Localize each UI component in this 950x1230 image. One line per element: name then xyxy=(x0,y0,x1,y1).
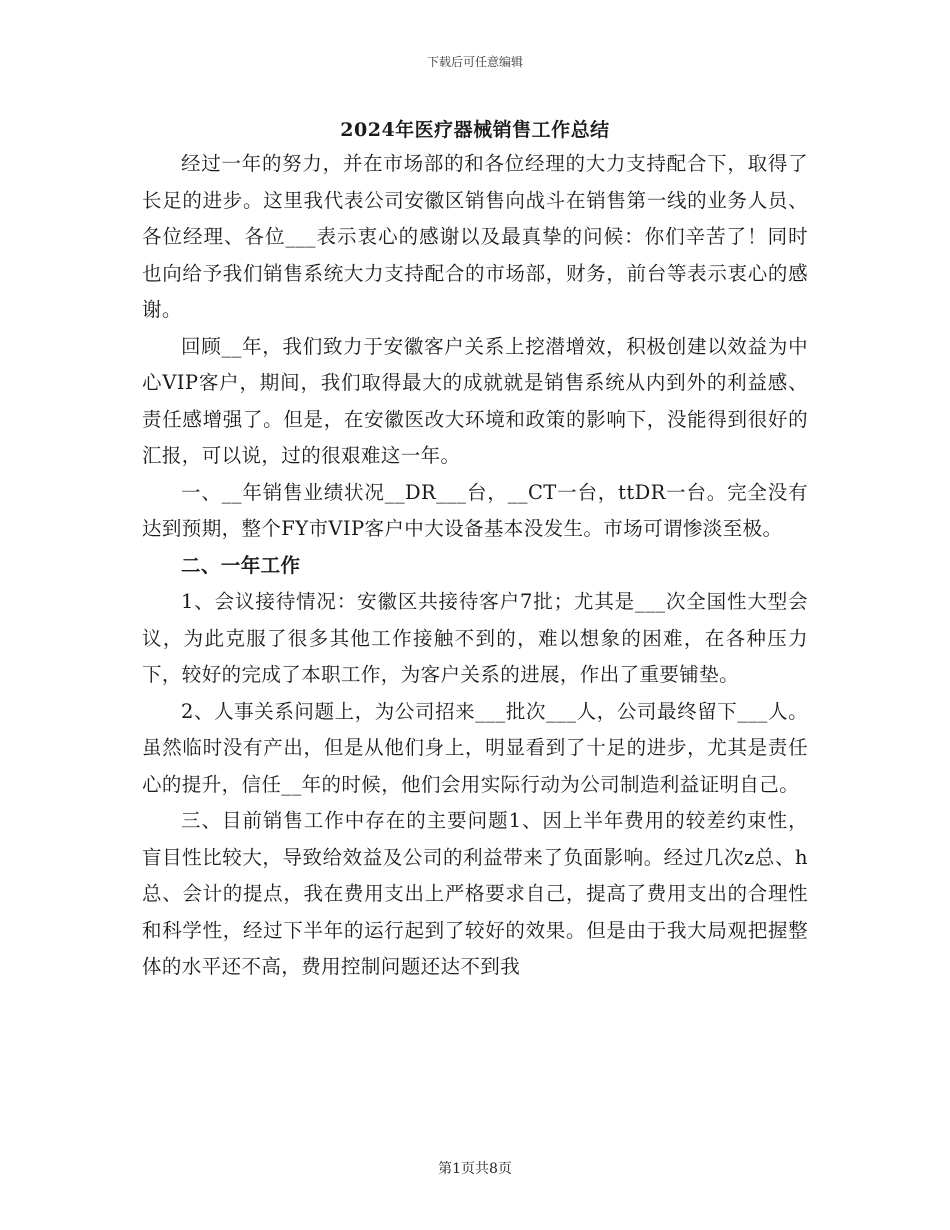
paragraph-problems: 三、目前销售工作中存在的主要问题1、因上半年费用的较差约束性，盲目性比较大，导致给效益及公司的利益带来了负面影响。经过几次z总、h总、会计的提点，我在费用支出上严格要求自己，提高了费用支出的合理性和科学性，经过下半年的运行起到了较好的效果。但是由于我大局观把握整体的水平还不高，费用控制问题还达不到我 xyxy=(142,809,808,978)
document-body xyxy=(142,146,808,986)
paragraph-sales-performance: 一、__年销售业绩状况__DR___台，__CT一台，ttDR一台。完全没有达到预期，整个FY市VIP客户中大设备基本没发生。市场可谓惨淡至极。 xyxy=(142,480,808,540)
paragraph-review: 回顾__年，我们致力于安徽客户关系上挖潜增效，积极创建以效益为中心VIP客户，期间，我们取得最大的成就就是销售系统从内到外的利益感、责任感增强了。但是，在安徽医改大环境和政策的影响下，没能得到很好的汇报，可以说，过的很艰难这一年。 xyxy=(142,334,808,467)
paragraph-intro: 经过一年的努力，并在市场部的和各位经理的大力支持配合下，取得了长足的进步。这里我代表公司安徽区销售向战斗在销售第一线的业务人员、各位经理、各位___表示衷心的感谢以及最真挚的问候：你们辛苦了！同时也向给予我们销售系统大力支持配合的市场部，财务，前台等表示衷心的感谢。 xyxy=(142,152,808,321)
section-heading-work: 二、一年工作 xyxy=(181,553,301,577)
paragraph-personnel: 2、人事关系问题上，为公司招来___批次___人，公司最终留下___人。虽然临时没有产出，但是从他们身上，明显看到了十足的进步，尤其是责任心的提升，信任__年的时候，他们会用实际行动为公司制造利益证明自己。 xyxy=(142,699,808,796)
paragraph-meeting-reception: 1、会议接待情况：安徽区共接待客户7批；尤其是___次全国性大型会议，为此克服了很多其他工作接触不到的，难以想象的困难，在各种压力下，较好的完成了本职工作，为客户关系的进展，作出了重要铺垫。 xyxy=(142,590,808,686)
header-note: 下载后可任意编辑 xyxy=(426,55,523,69)
document-title: 2024年医疗器械销售工作总结 xyxy=(340,119,610,141)
page-indicator: 第1页共8页 xyxy=(438,1161,512,1177)
